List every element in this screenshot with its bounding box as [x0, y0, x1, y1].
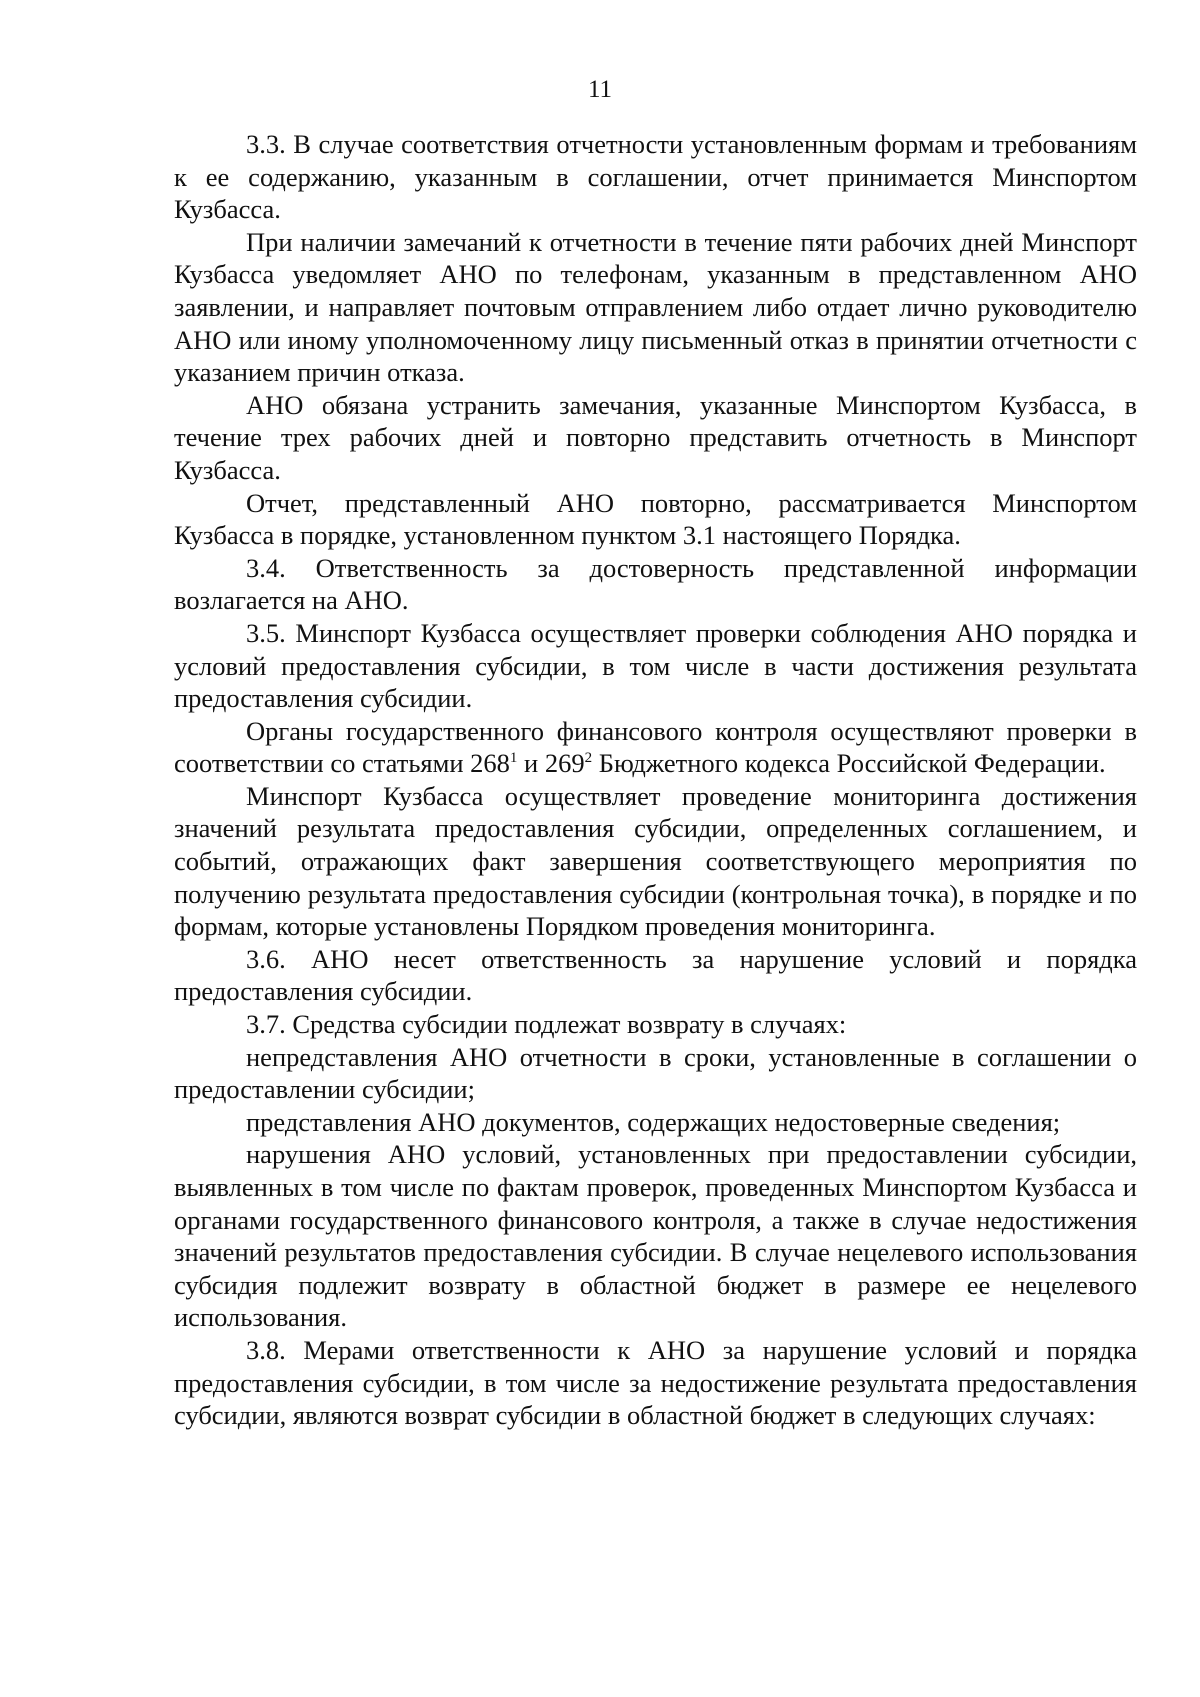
paragraph-no-report: непредставления АНО отчетности в сроки, установленные в соглашении о предоставлении субсидии; [174, 1041, 1137, 1105]
superscript-1: 1 [509, 750, 518, 767]
paragraph-remarks: При наличии замечаний к отчетности в течение пяти рабочих дней Минспорт Кузбасса уведомляет АНО по телефонам, указанным в представленном АНО заявлении, и направляет почтовым отправлением либо отдает лично руководителю АНО или иному уполномоченному лицу письменный отказ в принятии отчетности с указанием причин отказа. [174, 226, 1137, 388]
paragraph-3-7: 3.7. Средства субсидии подлежат возврату в случаях: [246, 1009, 847, 1040]
superscript-2: 2 [584, 750, 593, 767]
paragraph-3-4: 3.4. Ответственность за достоверность представленной информации возлагается на АНО. [174, 552, 1137, 616]
paragraph-state-control-text-2: и 269 [517, 748, 585, 779]
document-body [174, 128, 1137, 1432]
paragraph-fix-remarks: АНО обязана устранить замечания, указанные Минспортом Кузбасса, в течение трех рабочих дней и повторно представить отчетность в Минспорт Кузбасса. [174, 389, 1137, 485]
page-number: 11 [587, 76, 613, 103]
paragraph-3-5: 3.5. Минспорт Кузбасса осуществляет проверки соблюдения АНО порядка и условий предоставления субсидии, в том числе в части достижения результата предоставления субсидии. [174, 617, 1137, 714]
paragraph-state-control-text-3: Бюджетного кодекса Российской Федерации. [592, 748, 1106, 779]
paragraph-state-control [174, 715, 1137, 780]
paragraph-3-8: 3.8. Мерами ответственности к АНО за нарушение условий и порядка предоставления субсидии, в том числе за недостижение результата предоставления субсидии, являются возврат субсидии в областной бюджет в следующих случаях: [174, 1334, 1137, 1431]
paragraph-false-documents: представления АНО документов, содержащих недостоверные сведения; [246, 1106, 1061, 1137]
paragraph-3-6: 3.6. АНО несет ответственность за нарушение условий и порядка предоставления субсидии. [174, 943, 1137, 1007]
paragraph-violation: нарушения АНО условий, установленных при предоставлении субсидии, выявленных в том числе по фактам проверок, проведенных Минспортом Кузбасса и органами государственного финансового контроля, а также в случае недостижения значений результатов предоставления субсидии. В случае нецелевого использования субсидия подлежит возврату в областной бюджет в размере ее нецелевого использования. [174, 1139, 1137, 1333]
paragraph-3-3: 3.3. В случае соответствия отчетности установленным формам и требованиям к ее содержанию, указанным в соглашении, отчет принимается Минспортом Кузбасса. [174, 129, 1137, 225]
paragraph-monitoring: Минспорт Кузбасса осуществляет проведение мониторинга достижения значений результата предоставления субсидии, определенных соглашением, и событий, отражающих факт завершения соответствующего мероприятия по получению результата предоставления субсидии (контрольная точка), в порядке и по формам, которые установлены Порядком проведения мониторинга. [174, 780, 1137, 942]
paragraph-resubmitted-report: Отчет, представленный АНО повторно, рассматривается Минспортом Кузбасса в порядке, установленном пунктом 3.1 настоящего Порядка. [174, 487, 1137, 551]
paragraph-state-control-text-1: Органы государственного финансового контроля осуществляют проверки в соответствии со статьями 268 [174, 715, 1137, 779]
